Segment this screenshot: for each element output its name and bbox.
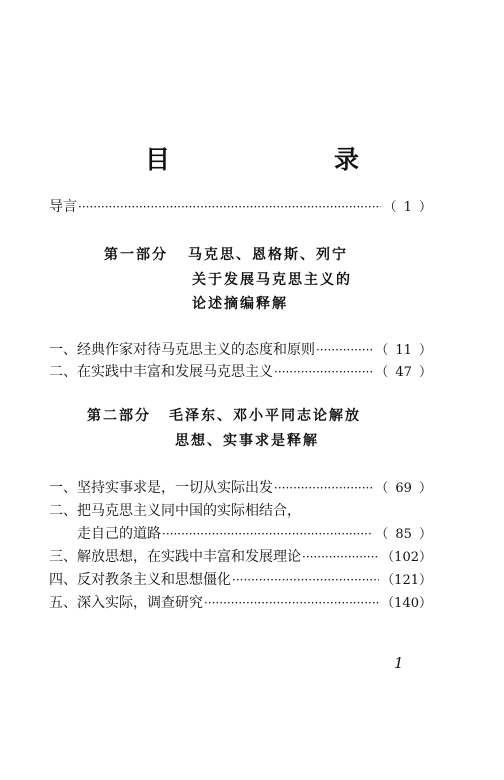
toc-entry-page: （ 1 ） <box>383 200 432 215</box>
toc-entry-2-2[interactable] <box>49 502 432 520</box>
dot-leader <box>274 363 373 381</box>
toc-entry-label: 走自己的道路 <box>77 526 161 542</box>
part-1-heading-line-3: 论述摘编释解 <box>192 296 288 312</box>
toc-entry-2-5[interactable] <box>49 594 432 613</box>
dot-leader <box>204 594 379 612</box>
page-number: 1 <box>394 654 404 672</box>
toc-entry-label: 三、解放思想，在实践中丰富和发展理论 <box>49 549 301 565</box>
toc-entry-label: 一、经典作家对待马克思主义的态度和原则 <box>49 342 315 358</box>
part-2-heading-text: 毛泽东、邓小平同志论解放 <box>169 408 361 424</box>
toc-entry-page: （ 11 ） <box>375 343 432 358</box>
toc-entry-page: （121） <box>381 573 432 588</box>
toc-entry-label: 一、坚持实事求是，一切从实际出发 <box>49 480 273 496</box>
toc-entry-label: 二、把马克思主义同中国的实际相结合， <box>49 503 301 519</box>
part-1-label: 第一部分 <box>104 247 168 263</box>
dot-leader <box>162 525 373 543</box>
part-1-heading-line-1 <box>104 245 348 265</box>
toc-entry-page: （ 85 ） <box>375 527 432 542</box>
toc-entry-page: （ 69 ） <box>375 481 432 496</box>
part-1-heading <box>104 245 348 265</box>
toc-entry-intro[interactable] <box>49 198 432 217</box>
part-2-heading-line-2: 思想、实事求是释解 <box>175 433 319 449</box>
dot-leader <box>274 479 373 497</box>
toc-entry-page: （140） <box>381 596 432 611</box>
part-2-label: 第二部分 <box>87 408 151 424</box>
toc-entry-2-2-continued[interactable] <box>77 525 432 544</box>
dot-leader <box>316 341 373 359</box>
toc-entry-label: 五、深入实际，调查研究 <box>49 595 203 611</box>
part-2-heading <box>87 406 361 426</box>
toc-entry-page: （ 47 ） <box>375 365 432 380</box>
dot-leader <box>78 198 381 216</box>
dot-leader <box>302 548 379 566</box>
toc-entry-label: 二、在实践中丰富和发展马克思主义 <box>49 364 273 380</box>
toc-entry-1-1[interactable] <box>49 341 432 360</box>
toc-entry-2-4[interactable] <box>49 571 432 590</box>
toc-entry-2-1[interactable] <box>49 479 432 498</box>
part-1-heading-line-2: 关于发展马克思主义的 <box>192 272 352 288</box>
toc-entry-2-3[interactable] <box>49 548 432 567</box>
part-1-heading-text: 马克思、恩格斯、列宁 <box>188 247 348 263</box>
toc-entry-label: 导言 <box>49 199 77 215</box>
dot-leader <box>232 571 379 589</box>
toc-entry-label: 四、反对教条主义和思想僵化 <box>49 572 231 588</box>
page-title: 目 录 <box>144 145 397 174</box>
toc-entry-page: （102） <box>381 550 432 565</box>
toc-entry-1-2[interactable] <box>49 363 432 382</box>
